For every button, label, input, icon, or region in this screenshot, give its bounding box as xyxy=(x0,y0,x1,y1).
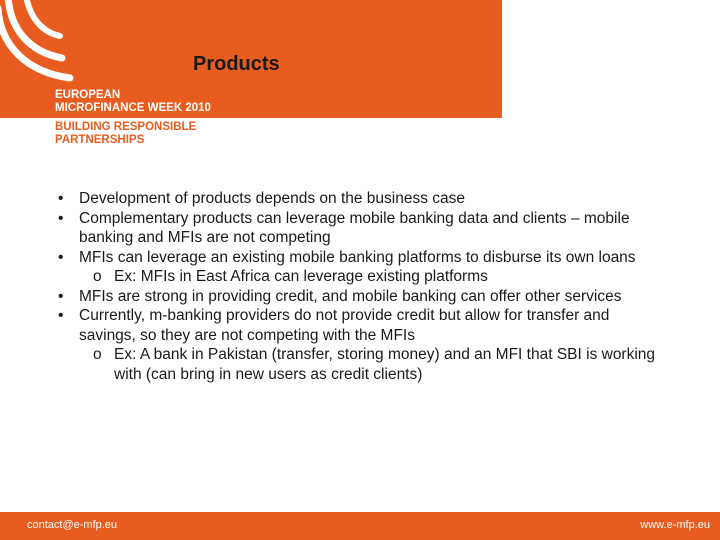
slide-title: Products xyxy=(193,53,280,75)
bullet-text: MFIs can leverage an existing mobile banking platforms to disburse its own loans xyxy=(79,248,636,266)
bullet-item xyxy=(58,209,658,248)
header-band xyxy=(0,0,502,118)
event-tagline xyxy=(55,121,355,146)
bullet-text: Development of products depends on the business case xyxy=(79,190,466,207)
website-link[interactable]: www.e-mfp.eu xyxy=(640,519,710,531)
contact-email-link[interactable]: contact@e-mfp.eu xyxy=(27,519,118,531)
swirl-logo-icon xyxy=(0,0,80,90)
sub-bullet-item xyxy=(58,345,658,384)
bullet-marker: • xyxy=(58,209,64,227)
bullet-text: MFIs are strong in providing credit, and mobile banking can offer other services xyxy=(79,287,622,305)
bullet-marker: • xyxy=(58,307,64,324)
bullet-text: Currently, m-banking providers do not provide credit but allow for transfer and savings, so they are not competing with the MFIs xyxy=(79,307,610,344)
sub-bullet-marker: o xyxy=(93,346,102,363)
event-name xyxy=(55,89,355,114)
sub-bullet-text: Ex: A bank in Pakistan (transfer, storing money) and an MFI that SBI is working with (can bring in new users as credit clients) xyxy=(114,346,656,383)
bullet-marker: • xyxy=(58,190,64,207)
bullet-marker: • xyxy=(58,248,64,266)
sub-bullet-text: Ex: MFIs in East Africa can leverage existing platforms xyxy=(114,268,488,285)
tagline-line: BUILDING RESPONSIBLE xyxy=(55,121,197,133)
bullet-item xyxy=(58,287,658,307)
sub-bullet-item xyxy=(58,267,658,287)
bullet-marker: • xyxy=(58,287,64,305)
bullet-text: Complementary products can leverage mobile banking data and clients – mobile banking and MFIs are not competing xyxy=(79,209,630,246)
bullet-list xyxy=(58,189,658,384)
bullet-item xyxy=(58,306,658,345)
event-name-line: MICROFINANCE WEEK 2010 xyxy=(55,101,211,114)
tagline-line: PARTNERSHIPS xyxy=(55,133,145,146)
footer-bar xyxy=(0,512,720,540)
sub-bullet-marker: o xyxy=(93,268,102,285)
event-name-line: EUROPEAN xyxy=(55,89,121,101)
bullet-item xyxy=(58,189,658,209)
bullet-item xyxy=(58,248,658,268)
